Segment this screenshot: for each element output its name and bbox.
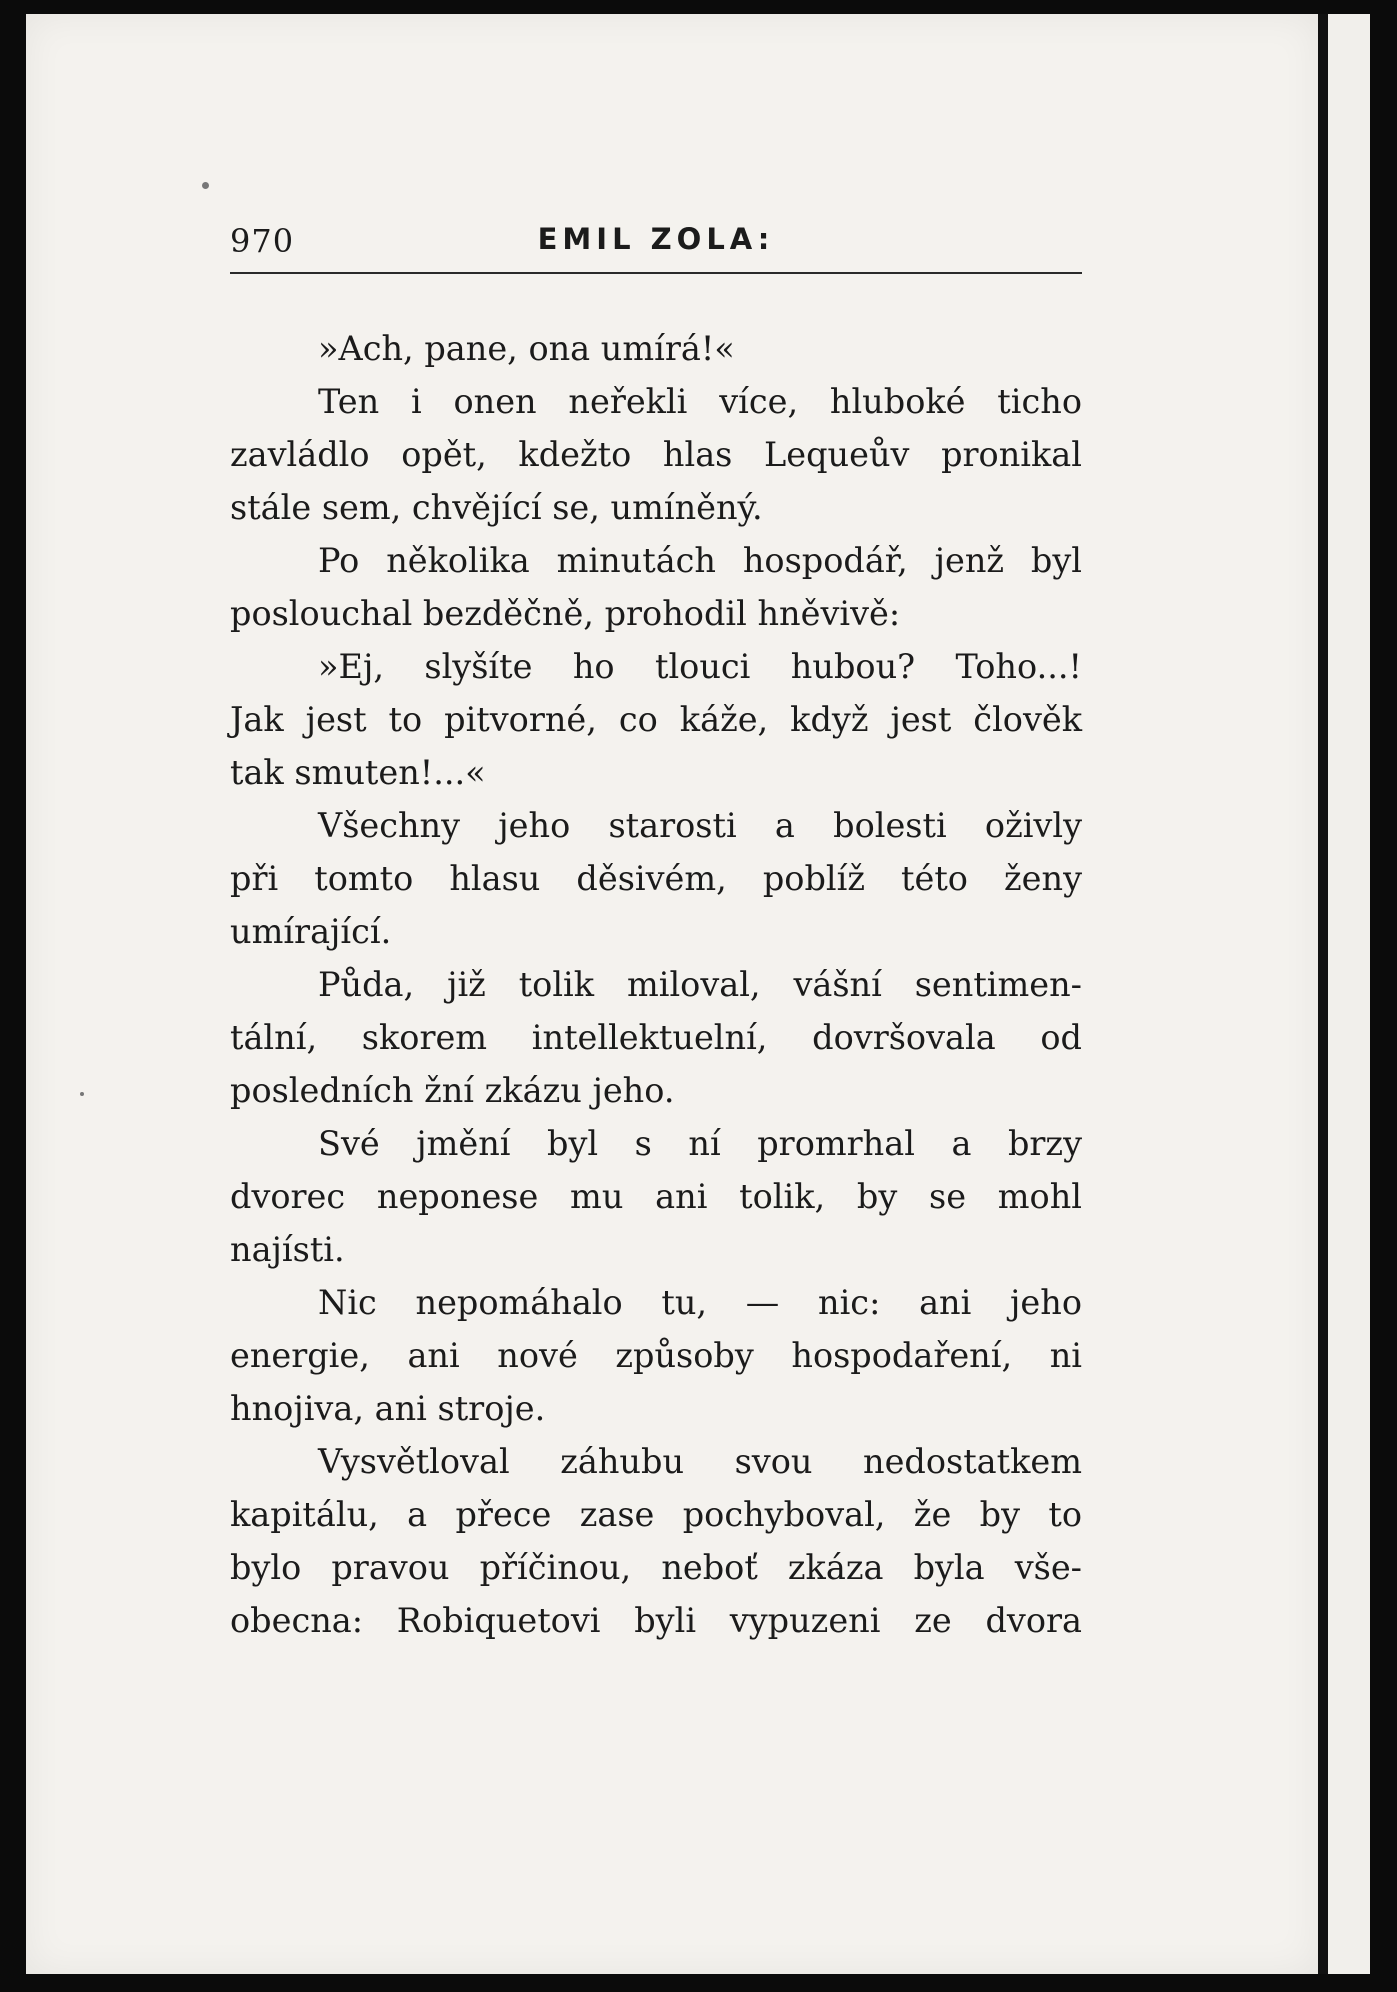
text-line: stále sem, chvějící se, umíněný. bbox=[230, 488, 763, 527]
text-line: umírající. bbox=[230, 912, 392, 951]
text-line: Své jmění byl s ní promrhal a brzy bbox=[318, 1124, 1082, 1163]
text-line: energie, ani nové způsoby hospodaření, ni bbox=[230, 1336, 1082, 1375]
text-line: Půda, již tolik miloval, vášní sentimen- bbox=[318, 965, 1082, 1004]
text-line: zavládlo opět, kdežto hlas Lequeův pronikal bbox=[230, 435, 1082, 474]
page-number: 970 bbox=[230, 222, 295, 260]
speck-mark bbox=[80, 1092, 84, 1096]
text-line: dvorec neponese mu ani tolik, by se mohl bbox=[230, 1177, 1082, 1216]
text-line: Po několika minutách hospodář, jenž byl bbox=[318, 541, 1082, 580]
text-line: tální, skorem intellektuelní, dovršovala od bbox=[230, 1018, 1082, 1057]
text-line: Jak jest to pitvorné, co káže, když jest člověk bbox=[230, 700, 1082, 739]
text-line: Ten i onen neřekli více, hluboké ticho bbox=[318, 382, 1082, 421]
text-line: kapitálu, a přece zase pochyboval, že by to bbox=[230, 1495, 1082, 1534]
text-line: Nic nepomáhalo tu, — nic: ani jeho bbox=[318, 1283, 1082, 1322]
text-line: »Ach, pane, ona umírá!« bbox=[318, 329, 735, 368]
text-line: Všechny jeho starosti a bolesti oživly bbox=[318, 806, 1082, 845]
binding-shadow bbox=[1318, 14, 1328, 1974]
text-line: při tomto hlasu děsivém, poblíž této ženy bbox=[230, 859, 1082, 898]
text-line: posledních žní zkázu jeho. bbox=[230, 1071, 675, 1110]
speck-mark bbox=[202, 182, 209, 189]
text-line: poslouchal bezděčně, prohodil hněvivě: bbox=[230, 594, 901, 633]
text-line: bylo pravou příčinou, neboť zkáza byla vše- bbox=[230, 1548, 1082, 1587]
text-line: hnojiva, ani stroje. bbox=[230, 1389, 546, 1428]
header-rule bbox=[230, 272, 1082, 274]
text-line: »Ej, slyšíte ho tlouci hubou? Toho...! bbox=[318, 647, 1082, 686]
body-text bbox=[230, 322, 1082, 1647]
text-line: najísti. bbox=[230, 1230, 345, 1269]
text-line: Vysvětloval záhubu svou nedostatkem bbox=[318, 1442, 1082, 1481]
running-head bbox=[230, 222, 1082, 268]
running-title: EMIL ZOLA: bbox=[537, 222, 775, 256]
text-line: tak smuten!...« bbox=[230, 753, 486, 792]
text-line: obecna: Robiquetovi byli vypuzeni ze dvora bbox=[230, 1601, 1082, 1640]
